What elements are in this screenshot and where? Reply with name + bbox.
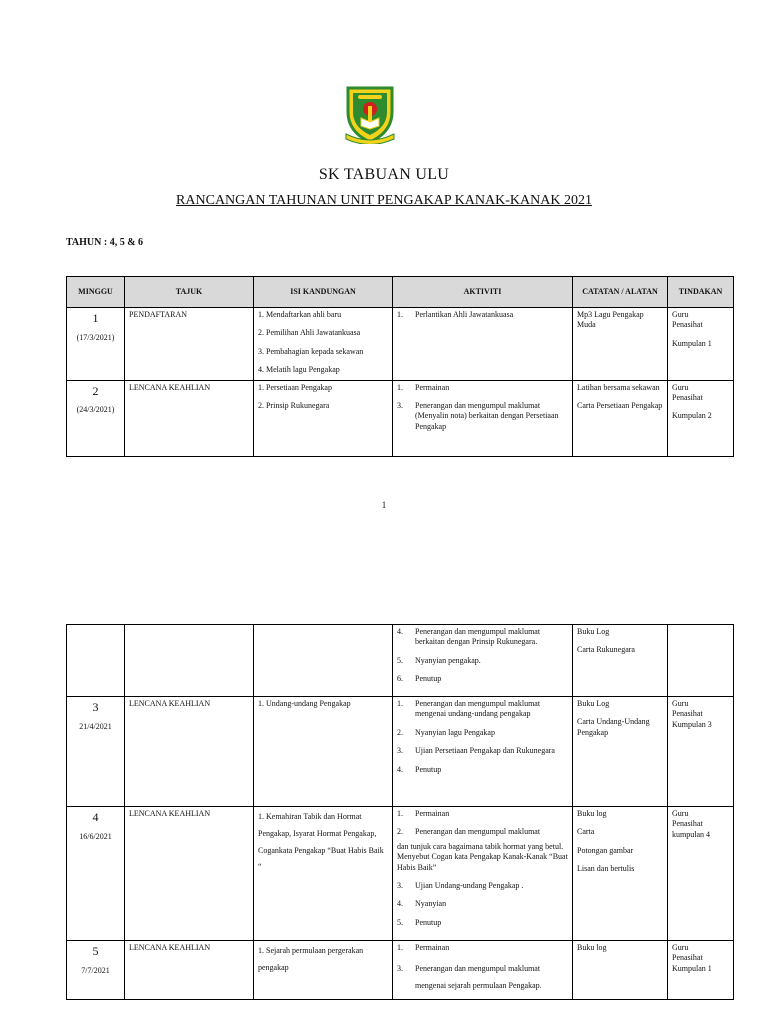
aktiviti-item: 4. Penutup (397, 764, 442, 774)
aktiviti-item: 3. Penerangan dan mengumpul maklumat (Menyalin nota) berkaitan dengan Persetiaan Pengakap (397, 400, 559, 431)
catatan-cell (573, 941, 668, 1000)
tindakan-cell: Guru Penasihat Kumpulan 3 (668, 697, 734, 807)
aktiviti-item: 4. Penerangan dan mengumpul maklumat berkaitan dengan Prinsip Rukunegara. (397, 627, 541, 647)
tajuk-cell: LENCANA KEAHLIAN (125, 941, 254, 1000)
isi-cell (254, 697, 393, 807)
week-number: 2 (92, 383, 99, 398)
isi-item: 1. Kemahiran Tabik dan Hormat Pengakap, Isyarat Hormat Pengakap, Cogankata Pengakap “Buat Habis Baik “ (258, 812, 384, 872)
tindakan-cell: Guru Penasihat kumpulan 4 (668, 807, 734, 941)
isi-cell (254, 807, 393, 941)
week-date: 16/6/2021 (79, 831, 112, 841)
catatan-cell (573, 380, 668, 456)
table-row (67, 380, 734, 456)
catatan-item: Carta Undang-Undang Pengakap (577, 717, 650, 737)
aktiviti-item: 4. Nyanyian (397, 899, 447, 909)
aktiviti-cell (393, 380, 573, 456)
aktiviti-item: 1. Perlantikan Ahli Jawatankuasa (397, 310, 514, 319)
aktiviti-cell (393, 807, 573, 941)
aktiviti-item: 5. Nyanyian pengakap. (397, 655, 481, 665)
isi-cell (254, 941, 393, 1000)
catatan-cell (573, 807, 668, 941)
tindakan-cell: Guru Penasihat Kumpulan 1 (668, 308, 734, 381)
tindakan-cell: Guru Penasihat Kumpulan 2 (668, 380, 734, 456)
tindakan-cell (668, 625, 734, 697)
week-number: 4 (92, 810, 99, 824)
week-date: (17/3/2021) (76, 332, 115, 342)
catatan-item: Potongan gambar (577, 845, 634, 855)
col-header-isi: ISI KANDUNGAN (254, 277, 393, 308)
school-name: SK TABUAN ULU (318, 166, 450, 183)
page-number: 1 (381, 500, 387, 510)
week-cell (67, 380, 125, 456)
aktiviti-item: dan tunjuk cara bagaimana tabik hormat yang betul. Menyebut Cogan kata Pengakap Kanak-Kanak “Buat Habis Baik” (397, 841, 568, 872)
week-date: 21/4/2021 (79, 721, 112, 731)
plan-title: RANCANGAN TAHUNAN UNIT PENGAKAP KANAK-KANAK 2021 (176, 193, 592, 208)
isi-item: 2. Pemilihan Ahli Jawatankuasa (258, 328, 361, 338)
week-date: (24/3/2021) (76, 405, 115, 415)
isi-cell (254, 380, 393, 456)
catatan-cell (573, 308, 668, 381)
isi-item: 1. Undang-undang Pengakap (258, 699, 351, 708)
aktiviti-cell (393, 697, 573, 807)
week-number: 3 (92, 700, 99, 714)
table-row (67, 941, 734, 1000)
catatan-item: Latihan bersama sekawan (577, 382, 660, 392)
catatan-item: Carta (577, 827, 595, 837)
aktiviti-item: 3. Ujian Persetiaan Pengakap dan Rukunegara (397, 746, 555, 756)
week-cell (67, 697, 125, 807)
plan-table-page-2 (66, 624, 734, 1000)
table-row (67, 697, 734, 807)
table-row (67, 308, 734, 381)
week-cell (67, 807, 125, 941)
table-header-row (67, 277, 734, 308)
aktiviti-item: 1. Penerangan dan mengumpul maklumat mengenai undang-undang pengakap (397, 699, 541, 719)
aktiviti-item: 2. Penerangan dan mengumpul maklumat (397, 827, 541, 837)
page-2 (0, 600, 768, 1024)
aktiviti-item: 6. Penutup (397, 674, 442, 684)
catatan-item: Carta Rukunegara (577, 645, 635, 655)
isi-item: 2. Prinsip Rukunegara (258, 400, 330, 410)
aktiviti-cell (393, 625, 573, 697)
tahun-label: TAHUN : 4, 5 & 6 (66, 237, 144, 248)
table-row (67, 807, 734, 941)
catatan-item: Buku log (577, 809, 607, 818)
week-cell (67, 308, 125, 381)
isi-item: 4. Melatih lagu Pengakap (258, 365, 340, 375)
isi-item: 1. Sejarah permulaan pergerakan pengakap (258, 946, 364, 972)
tajuk-cell: LENCANA KEAHLIAN (125, 697, 254, 807)
catatan-cell (573, 697, 668, 807)
aktiviti-cell (393, 308, 573, 381)
aktiviti-item: 3. Ujian Undang-undang Pengakap . (397, 880, 524, 890)
aktiviti-cell (393, 941, 573, 1000)
col-header-tindakan: TINDAKAN (668, 277, 734, 308)
week-date: 7/7/2021 (81, 965, 110, 975)
table-row (67, 625, 734, 697)
isi-item: 1. Persetiaan Pengakap (258, 382, 332, 392)
week-number: 1 (92, 311, 99, 325)
tindakan-cell: Guru Penasihat Kumpulan 1 (668, 941, 734, 1000)
col-header-catatan: CATATAN / ALATAN (573, 277, 668, 308)
aktiviti-item: 5. Penutup (397, 917, 442, 927)
isi-cell (254, 625, 393, 697)
catatan-item: Carta Persetiaan Pengakap (577, 400, 663, 410)
aktiviti-item: 2. Nyanyian lagu Pengakap (397, 727, 495, 737)
tajuk-cell: LENCANA KEAHLIAN (125, 380, 254, 456)
catatan-cell (573, 625, 668, 697)
col-header-tajuk: TAJUK (125, 277, 254, 308)
isi-item: 1. Mendaftarkan ahli baru (258, 310, 342, 319)
tajuk-cell: PENDAFTARAN (125, 308, 254, 381)
tajuk-cell (125, 625, 254, 697)
catatan-item: Buku Log (577, 699, 610, 708)
week-cell (67, 625, 125, 697)
school-crest-logo (344, 82, 396, 144)
aktiviti-item: 1. Permainan (397, 382, 450, 392)
aktiviti-item: 1. Permainan (397, 809, 450, 818)
week-number: 5 (92, 944, 99, 958)
catatan-item: Mp3 Lagu Pengakap Muda (577, 310, 644, 330)
catatan-item: Buku Log (577, 627, 610, 636)
col-header-aktiviti: AKTIVITI (393, 277, 573, 308)
isi-item: 3. Pembahagian kepada sekawan (258, 346, 364, 356)
week-cell (67, 941, 125, 1000)
catatan-item: Buku log (577, 943, 607, 952)
plan-table-page-1 (66, 276, 734, 457)
col-header-minggu: MINGGU (67, 277, 125, 308)
isi-cell (254, 308, 393, 381)
tajuk-cell: LENCANA KEAHLIAN (125, 807, 254, 941)
aktiviti-item: 1. Permainan (397, 943, 450, 952)
catatan-item: Lisan dan bertulis (577, 864, 635, 874)
aktiviti-item: 3. Penerangan dan mengumpul maklumat mengenai sejarah permulaan Pengakap. (397, 964, 542, 991)
